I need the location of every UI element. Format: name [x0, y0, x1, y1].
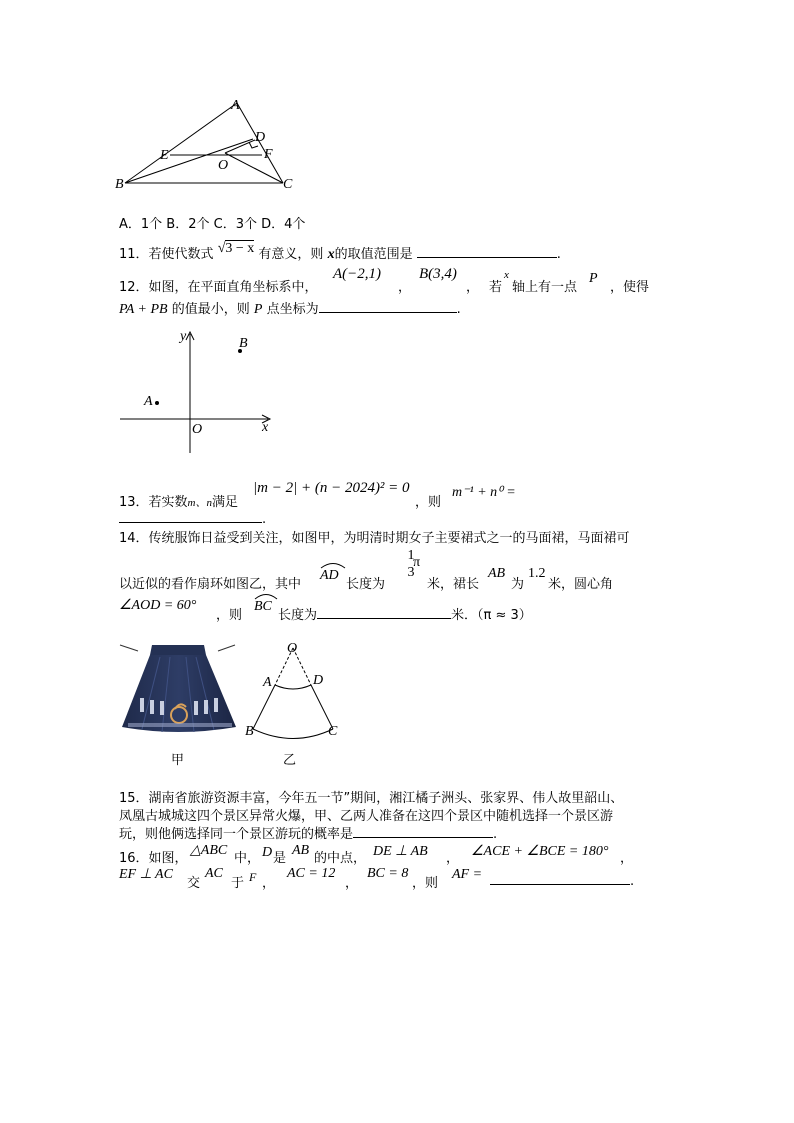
q12-comma2: ，: [466, 280, 480, 295]
q14-pi: π: [413, 555, 421, 570]
q12-prefix: 12．如图，在平面直角坐标系中，: [119, 280, 318, 295]
label-E: E: [160, 148, 169, 163]
question-13: [119, 491, 238, 510]
point-A-label: A: [144, 394, 153, 409]
q16-AC: AC: [205, 866, 223, 881]
q14-len: 1.2: [528, 566, 546, 581]
q16-answer: [490, 872, 634, 889]
q13-vars: m、n: [187, 497, 212, 509]
q12-text5: 点坐标为: [266, 302, 319, 317]
q16-ask: AF =: [452, 867, 483, 882]
q12-pointA: A(−2,1): [333, 266, 382, 282]
q14-angle: ∠AOD = 60°: [119, 598, 197, 613]
q16-c2: ，: [620, 851, 634, 866]
axis-y-label: y: [180, 329, 187, 344]
axis-x-label: x: [262, 420, 269, 435]
q16-D: D: [262, 845, 273, 860]
question-11: [119, 243, 561, 263]
q16-yu: 于: [231, 876, 245, 891]
q12-P2: P: [253, 302, 263, 317]
q16-zhong: 中，: [234, 851, 261, 866]
q14-arcAD-text: AD: [320, 568, 339, 583]
q11-var: x: [327, 247, 335, 262]
q14-line2a: 以近似的看作扇环如图乙，其中: [119, 577, 302, 592]
q13-prefix: 13．若实数: [119, 495, 188, 510]
origin-label: O: [192, 422, 203, 437]
q11-sqrt: √3 − x: [217, 241, 255, 256]
label-O: O: [218, 158, 229, 173]
sector-D: D: [313, 673, 324, 688]
q16-is: 是: [273, 851, 287, 866]
q13-end: .: [262, 512, 267, 527]
question-12-line1: [119, 276, 318, 295]
q12-x: x: [504, 269, 509, 281]
q16-blank[interactable]: [490, 872, 630, 885]
q11-sqrt-inner: 3 − x: [225, 241, 255, 256]
q12-pointB: B(3,4): [419, 266, 457, 282]
q13-answer-line: [119, 510, 266, 527]
q14-frac-num: 1: [407, 548, 415, 563]
q16-end: .: [630, 874, 635, 889]
q15-line2: 凤凰古城城这四个景区异常火爆，甲、乙两人准备在这四个景区中随机选择一个景区游: [119, 809, 614, 824]
q16-c5: ，则: [412, 876, 439, 891]
q15-end: .: [493, 827, 498, 842]
q15-line1: 15．湖南省旅游资源丰富，今年五一节”期间，湘江橘子洲头、张家界、伟人故里韶山、: [119, 791, 624, 806]
q10-options-text: A．1个 B．2个 C．3个 D．4个: [119, 217, 306, 232]
sector-figure: [240, 640, 350, 740]
q16-prefix: 16．如图，: [119, 851, 188, 866]
q16-F: F: [249, 870, 257, 884]
label-B: B: [115, 177, 124, 192]
q14-line2c: 米，裙长: [427, 577, 480, 592]
q12-text1: 若: [489, 280, 503, 295]
q14-frac-den: 3: [407, 565, 415, 580]
q16-perp2: EF ⊥ AC: [119, 867, 173, 882]
q12-expr: PA + PB: [119, 302, 168, 317]
q16-eq1: AC = 12: [287, 866, 336, 881]
q13-equation: |m − 2| + (n − 2024)² = 0: [253, 480, 410, 496]
q11-prefix: 11．若使代数式: [119, 247, 214, 262]
label-A: A: [231, 98, 240, 113]
q14-arcBC: [254, 599, 272, 615]
sector-O: O: [287, 641, 298, 656]
q11-suffix2: 的取值范围是: [334, 247, 413, 262]
figure-label-jia: 甲: [171, 753, 185, 768]
q13-satisfy: 满足: [212, 495, 239, 510]
q11-suffix: 有意义，则: [258, 247, 324, 262]
q12-blank[interactable]: [319, 300, 457, 313]
q14-AB: AB: [488, 566, 506, 581]
q11-end: .: [556, 247, 561, 262]
q12-text2: 轴上有一点: [512, 280, 578, 295]
coordinate-figure: [118, 328, 278, 458]
q16-angle: ∠ACE + ∠BCE = 180°: [471, 844, 609, 859]
label-C: C: [283, 177, 293, 192]
q12-P: P: [589, 271, 598, 286]
q14-arcAD: [320, 568, 339, 584]
sector-C: C: [328, 724, 338, 739]
q16-mid: 的中点，: [314, 851, 367, 866]
q13-expr: m⁻¹ + n⁰ =: [452, 485, 516, 500]
q14-line2e: 米，圆心角: [548, 577, 614, 592]
point-B-label: B: [239, 336, 248, 351]
q16-eq2: BC = 8: [367, 866, 409, 881]
q12-text4: 的值最小，则: [171, 302, 250, 317]
q14-line2d: 为: [511, 577, 525, 592]
q15-blank[interactable]: [353, 825, 493, 838]
q15-line3-wrap: [119, 823, 497, 842]
q12-text3: ，使得: [610, 280, 650, 295]
q11-blank[interactable]: [417, 245, 557, 258]
q14-arcBC-text: BC: [254, 599, 272, 614]
q14-line1: 14．传统服饰日益受到关注，如图甲，为明清时期女子主要裙式之一的马面裙，马面裙可: [119, 531, 630, 546]
q16-tri: △ABC: [190, 843, 228, 858]
q16-perp: DE ⊥ AB: [373, 844, 428, 859]
skirt-illustration: [120, 643, 240, 738]
q14-line3a: ，则: [216, 608, 243, 623]
q10-options: [119, 213, 305, 232]
q13-blank[interactable]: [119, 510, 262, 523]
question-12-line2: [119, 298, 461, 318]
q15-line3: 玩，则他俩选择同一个景区游玩的概率是: [119, 827, 354, 842]
sector-B: B: [245, 724, 254, 739]
q14-line2b: 长度为: [346, 577, 386, 592]
q12-comma1: ，: [398, 280, 412, 295]
label-D: D: [255, 130, 266, 145]
label-F: F: [264, 147, 273, 162]
q16-c3: ，: [262, 876, 276, 891]
q16-AB: AB: [292, 843, 310, 858]
q14-line3c: 米．（π ≈ 3）: [451, 608, 532, 623]
q14-blank[interactable]: [317, 606, 451, 619]
q13-then: ，则: [415, 495, 442, 510]
triangle-figure: [110, 95, 310, 195]
q16-c4: ，: [345, 876, 359, 891]
q16-jiao: 交: [187, 876, 201, 891]
q14-line3b: 长度为: [278, 608, 318, 623]
sector-A: A: [263, 675, 272, 690]
q12-end: .: [456, 302, 461, 317]
q14-line3b-wrap: [278, 604, 532, 623]
q16-c1: ，: [446, 851, 460, 866]
figure-label-yi: 乙: [283, 753, 297, 768]
